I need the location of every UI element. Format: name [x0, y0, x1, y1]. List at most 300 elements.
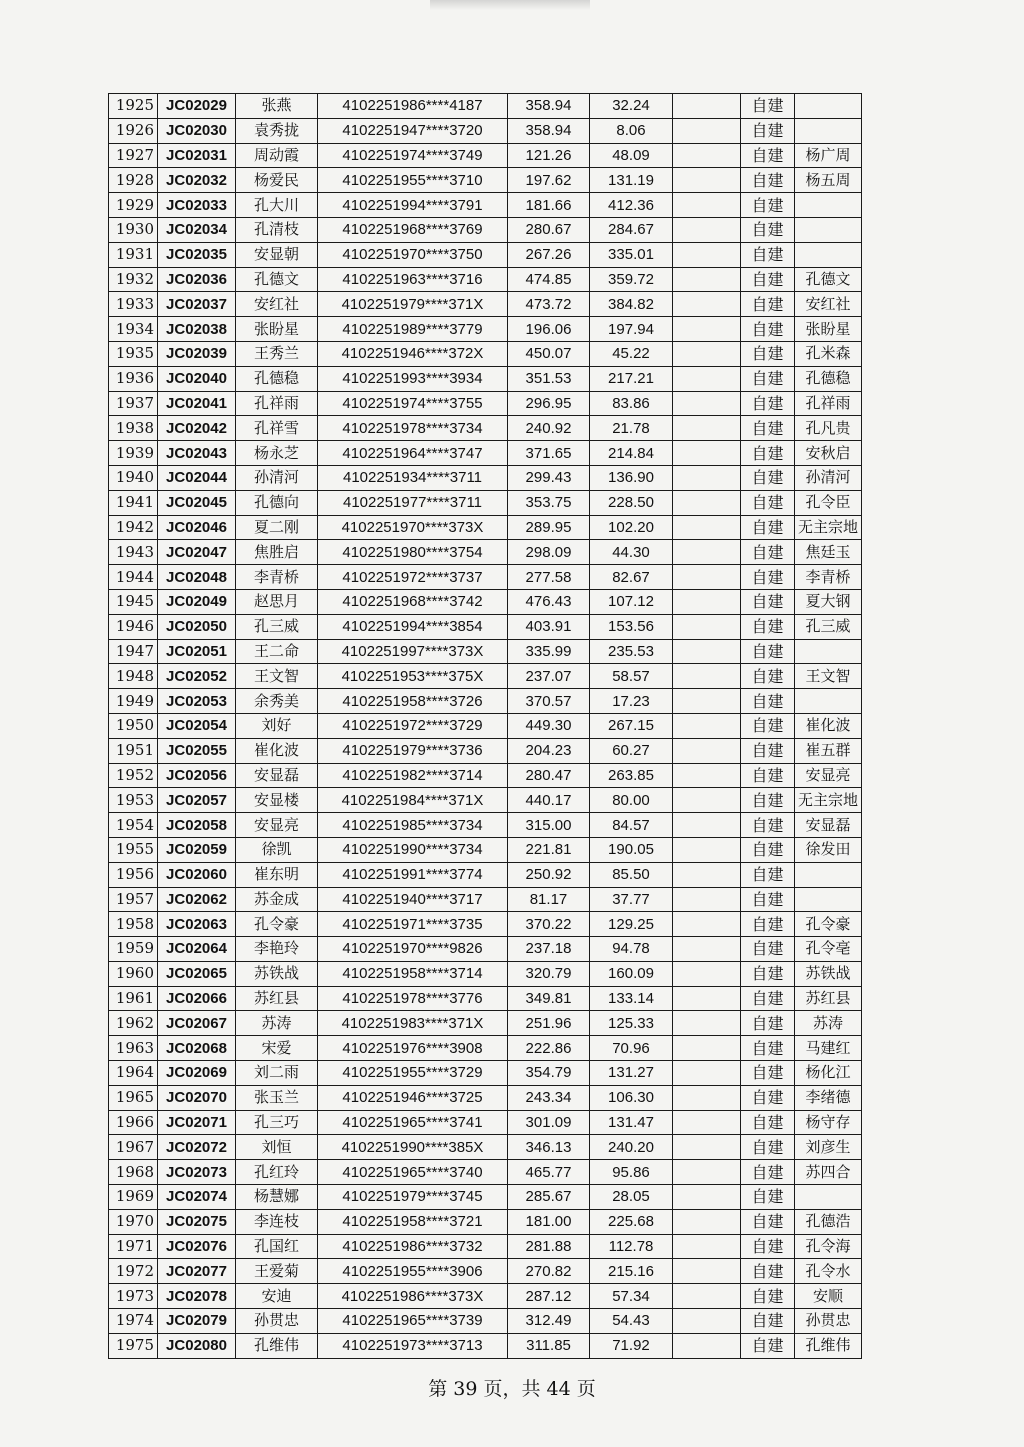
- blank-cell-cell: [673, 1110, 741, 1135]
- parcel-code-cell: JC02043: [158, 441, 236, 466]
- holder-name-cell: 崔东明: [236, 862, 318, 887]
- owner-name-cell: 杨五周: [795, 168, 862, 193]
- area-1-cell: 371.65: [508, 441, 590, 466]
- table-row: [109, 614, 862, 639]
- row-number-cell: 1951: [109, 738, 158, 763]
- scan-smudge: [430, 0, 590, 10]
- table-row: [109, 912, 862, 937]
- area-2-cell: 17.23: [590, 689, 673, 714]
- holder-name-cell: 孔红玲: [236, 1160, 318, 1185]
- id-number-cell: 4102251946****372X: [318, 341, 508, 366]
- construction-type-cell: 自建: [741, 614, 795, 639]
- area-2-cell: 106.30: [590, 1085, 673, 1110]
- construction-type-cell: 自建: [741, 1135, 795, 1160]
- table-row: [109, 465, 862, 490]
- construction-type-cell: 自建: [741, 1309, 795, 1334]
- table-row: [109, 515, 862, 540]
- row-number-cell: 1957: [109, 887, 158, 912]
- holder-name-cell: 苏涛: [236, 1011, 318, 1036]
- row-number-cell: 1960: [109, 961, 158, 986]
- area-1-cell: 353.75: [508, 490, 590, 515]
- records-body: [109, 94, 862, 1359]
- blank-cell-cell: [673, 1160, 741, 1185]
- table-row: [109, 565, 862, 590]
- row-number-cell: 1947: [109, 639, 158, 664]
- parcel-code-cell: JC02064: [158, 937, 236, 962]
- area-1-cell: 298.09: [508, 540, 590, 565]
- row-number-cell: 1954: [109, 813, 158, 838]
- owner-name-cell: 孔维伟: [795, 1333, 862, 1358]
- parcel-code-cell: JC02029: [158, 94, 236, 119]
- construction-type-cell: 自建: [741, 1333, 795, 1358]
- blank-cell-cell: [673, 341, 741, 366]
- parcel-code-cell: JC02056: [158, 763, 236, 788]
- row-number-cell: 1953: [109, 788, 158, 813]
- parcel-code-cell: JC02076: [158, 1234, 236, 1259]
- construction-type-cell: 自建: [741, 1061, 795, 1086]
- table-row: [109, 664, 862, 689]
- id-number-cell: 4102251976****3908: [318, 1036, 508, 1061]
- area-2-cell: 136.90: [590, 465, 673, 490]
- blank-cell-cell: [673, 763, 741, 788]
- id-number-cell: 4102251986****4187: [318, 94, 508, 119]
- row-number-cell: 1926: [109, 118, 158, 143]
- row-number-cell: 1927: [109, 143, 158, 168]
- holder-name-cell: 安显亮: [236, 813, 318, 838]
- table-row: [109, 317, 862, 342]
- holder-name-cell: 孙清河: [236, 465, 318, 490]
- id-number-cell: 4102251955****3906: [318, 1259, 508, 1284]
- construction-type-cell: 自建: [741, 143, 795, 168]
- table-row: [109, 94, 862, 119]
- construction-type-cell: 自建: [741, 267, 795, 292]
- area-2-cell: 267.15: [590, 713, 673, 738]
- id-number-cell: 4102251989****3779: [318, 317, 508, 342]
- owner-name-cell: [795, 862, 862, 887]
- holder-name-cell: 孙贯忠: [236, 1309, 318, 1334]
- area-2-cell: 160.09: [590, 961, 673, 986]
- row-number-cell: 1938: [109, 416, 158, 441]
- construction-type-cell: 自建: [741, 1160, 795, 1185]
- construction-type-cell: 自建: [741, 887, 795, 912]
- area-2-cell: 28.05: [590, 1185, 673, 1210]
- construction-type-cell: 自建: [741, 565, 795, 590]
- area-2-cell: 82.67: [590, 565, 673, 590]
- area-1-cell: 465.77: [508, 1160, 590, 1185]
- construction-type-cell: 自建: [741, 391, 795, 416]
- owner-name-cell: 孔米森: [795, 341, 862, 366]
- id-number-cell: 4102251968****3742: [318, 589, 508, 614]
- table-row: [109, 1309, 862, 1334]
- blank-cell-cell: [673, 366, 741, 391]
- holder-name-cell: 安红社: [236, 292, 318, 317]
- holder-name-cell: 王文智: [236, 664, 318, 689]
- construction-type-cell: 自建: [741, 763, 795, 788]
- holder-name-cell: 杨慧娜: [236, 1185, 318, 1210]
- row-number-cell: 1959: [109, 937, 158, 962]
- owner-name-cell: 杨广周: [795, 143, 862, 168]
- area-2-cell: 263.85: [590, 763, 673, 788]
- row-number-cell: 1967: [109, 1135, 158, 1160]
- id-number-cell: 4102251970****9826: [318, 937, 508, 962]
- parcel-code-cell: JC02073: [158, 1160, 236, 1185]
- id-number-cell: 4102251968****3769: [318, 217, 508, 242]
- area-2-cell: 112.78: [590, 1234, 673, 1259]
- id-number-cell: 4102251970****3750: [318, 242, 508, 267]
- blank-cell-cell: [673, 937, 741, 962]
- area-2-cell: 57.34: [590, 1284, 673, 1309]
- table-row: [109, 143, 862, 168]
- table-row: [109, 639, 862, 664]
- table-row: [109, 441, 862, 466]
- area-1-cell: 370.22: [508, 912, 590, 937]
- owner-name-cell: 苏涛: [795, 1011, 862, 1036]
- construction-type-cell: 自建: [741, 1036, 795, 1061]
- row-number-cell: 1925: [109, 94, 158, 119]
- id-number-cell: 4102251946****3725: [318, 1085, 508, 1110]
- id-number-cell: 4102251972****3729: [318, 713, 508, 738]
- parcel-code-cell: JC02060: [158, 862, 236, 887]
- parcel-code-cell: JC02054: [158, 713, 236, 738]
- parcel-code-cell: JC02053: [158, 689, 236, 714]
- area-2-cell: 70.96: [590, 1036, 673, 1061]
- area-1-cell: 351.53: [508, 366, 590, 391]
- blank-cell-cell: [673, 589, 741, 614]
- row-number-cell: 1932: [109, 267, 158, 292]
- area-2-cell: 60.27: [590, 738, 673, 763]
- area-2-cell: 359.72: [590, 267, 673, 292]
- construction-type-cell: 自建: [741, 837, 795, 862]
- table-row: [109, 193, 862, 218]
- row-number-cell: 1933: [109, 292, 158, 317]
- row-number-cell: 1968: [109, 1160, 158, 1185]
- parcel-code-cell: JC02070: [158, 1085, 236, 1110]
- blank-cell-cell: [673, 1185, 741, 1210]
- table-row: [109, 540, 862, 565]
- parcel-code-cell: JC02071: [158, 1110, 236, 1135]
- owner-name-cell: 孔令亳: [795, 937, 862, 962]
- area-1-cell: 181.00: [508, 1209, 590, 1234]
- id-number-cell: 4102251974****3755: [318, 391, 508, 416]
- id-number-cell: 4102251947****3720: [318, 118, 508, 143]
- parcel-code-cell: JC02057: [158, 788, 236, 813]
- construction-type-cell: 自建: [741, 317, 795, 342]
- area-1-cell: 243.34: [508, 1085, 590, 1110]
- owner-name-cell: 李绪德: [795, 1085, 862, 1110]
- blank-cell-cell: [673, 292, 741, 317]
- blank-cell-cell: [673, 664, 741, 689]
- parcel-code-cell: JC02037: [158, 292, 236, 317]
- parcel-code-cell: JC02040: [158, 366, 236, 391]
- blank-cell-cell: [673, 887, 741, 912]
- parcel-code-cell: JC02074: [158, 1185, 236, 1210]
- area-2-cell: 37.77: [590, 887, 673, 912]
- owner-name-cell: [795, 887, 862, 912]
- id-number-cell: 4102251980****3754: [318, 540, 508, 565]
- parcel-code-cell: JC02072: [158, 1135, 236, 1160]
- id-number-cell: 4102251955****3710: [318, 168, 508, 193]
- table-row: [109, 1259, 862, 1284]
- area-1-cell: 349.81: [508, 986, 590, 1011]
- table-row: [109, 961, 862, 986]
- table-row: [109, 1185, 862, 1210]
- row-number-cell: 1936: [109, 366, 158, 391]
- row-number-cell: 1950: [109, 713, 158, 738]
- blank-cell-cell: [673, 1284, 741, 1309]
- table-row: [109, 813, 862, 838]
- construction-type-cell: 自建: [741, 738, 795, 763]
- holder-name-cell: 刘好: [236, 713, 318, 738]
- page-footer: 第 39 页，共 44 页: [428, 1378, 596, 1400]
- blank-cell-cell: [673, 143, 741, 168]
- area-1-cell: 204.23: [508, 738, 590, 763]
- construction-type-cell: 自建: [741, 341, 795, 366]
- blank-cell-cell: [673, 738, 741, 763]
- row-number-cell: 1964: [109, 1061, 158, 1086]
- id-number-cell: 4102251964****3747: [318, 441, 508, 466]
- holder-name-cell: 刘恒: [236, 1135, 318, 1160]
- construction-type-cell: 自建: [741, 217, 795, 242]
- holder-name-cell: 孔德稳: [236, 366, 318, 391]
- holder-name-cell: 安显磊: [236, 763, 318, 788]
- area-1-cell: 335.99: [508, 639, 590, 664]
- holder-name-cell: 孔德文: [236, 267, 318, 292]
- owner-name-cell: 孔令水: [795, 1259, 862, 1284]
- construction-type-cell: 自建: [741, 515, 795, 540]
- owner-name-cell: 安秋启: [795, 441, 862, 466]
- area-1-cell: 281.88: [508, 1234, 590, 1259]
- parcel-code-cell: JC02080: [158, 1333, 236, 1358]
- row-number-cell: 1974: [109, 1309, 158, 1334]
- area-2-cell: 54.43: [590, 1309, 673, 1334]
- area-1-cell: 181.66: [508, 193, 590, 218]
- parcel-code-cell: JC02059: [158, 837, 236, 862]
- table-row: [109, 689, 862, 714]
- construction-type-cell: 自建: [741, 1110, 795, 1135]
- area-2-cell: 83.86: [590, 391, 673, 416]
- id-number-cell: 4102251965****3739: [318, 1309, 508, 1334]
- id-number-cell: 4102251965****3741: [318, 1110, 508, 1135]
- area-1-cell: 476.43: [508, 589, 590, 614]
- table-row: [109, 937, 862, 962]
- owner-name-cell: 安顺: [795, 1284, 862, 1309]
- id-number-cell: 4102251963****3716: [318, 267, 508, 292]
- construction-type-cell: 自建: [741, 788, 795, 813]
- row-number-cell: 1958: [109, 912, 158, 937]
- row-number-cell: 1939: [109, 441, 158, 466]
- owner-name-cell: 无主宗地: [795, 788, 862, 813]
- owner-name-cell: [795, 94, 862, 119]
- table-row: [109, 217, 862, 242]
- construction-type-cell: 自建: [741, 118, 795, 143]
- owner-name-cell: 苏铁战: [795, 961, 862, 986]
- parcel-code-cell: JC02079: [158, 1309, 236, 1334]
- row-number-cell: 1970: [109, 1209, 158, 1234]
- holder-name-cell: 刘二雨: [236, 1061, 318, 1086]
- area-2-cell: 133.14: [590, 986, 673, 1011]
- parcel-code-cell: JC02032: [158, 168, 236, 193]
- id-number-cell: 4102251979****3736: [318, 738, 508, 763]
- parcel-code-cell: JC02046: [158, 515, 236, 540]
- construction-type-cell: 自建: [741, 465, 795, 490]
- row-number-cell: 1952: [109, 763, 158, 788]
- table-row: [109, 1135, 862, 1160]
- parcel-code-cell: JC02066: [158, 986, 236, 1011]
- area-2-cell: 85.50: [590, 862, 673, 887]
- area-2-cell: 131.27: [590, 1061, 673, 1086]
- owner-name-cell: [795, 118, 862, 143]
- id-number-cell: 4102251973****3713: [318, 1333, 508, 1358]
- id-number-cell: 4102251997****373X: [318, 639, 508, 664]
- area-1-cell: 312.49: [508, 1309, 590, 1334]
- area-1-cell: 267.26: [508, 242, 590, 267]
- parcel-code-cell: JC02045: [158, 490, 236, 515]
- id-number-cell: 4102251934****3711: [318, 465, 508, 490]
- area-1-cell: 277.58: [508, 565, 590, 590]
- area-2-cell: 240.20: [590, 1135, 673, 1160]
- id-number-cell: 4102251978****3776: [318, 986, 508, 1011]
- construction-type-cell: 自建: [741, 1234, 795, 1259]
- construction-type-cell: 自建: [741, 689, 795, 714]
- construction-type-cell: 自建: [741, 540, 795, 565]
- owner-name-cell: 孔德文: [795, 267, 862, 292]
- area-1-cell: 440.17: [508, 788, 590, 813]
- owner-name-cell: [795, 639, 862, 664]
- owner-name-cell: [795, 689, 862, 714]
- id-number-cell: 4102251958****3726: [318, 689, 508, 714]
- blank-cell-cell: [673, 465, 741, 490]
- area-1-cell: 320.79: [508, 961, 590, 986]
- area-1-cell: 280.67: [508, 217, 590, 242]
- area-1-cell: 280.47: [508, 763, 590, 788]
- area-2-cell: 94.78: [590, 937, 673, 962]
- id-number-cell: 4102251990****3734: [318, 837, 508, 862]
- area-2-cell: 197.94: [590, 317, 673, 342]
- owner-name-cell: 孙清河: [795, 465, 862, 490]
- parcel-code-cell: JC02069: [158, 1061, 236, 1086]
- blank-cell-cell: [673, 614, 741, 639]
- row-number-cell: 1969: [109, 1185, 158, 1210]
- id-number-cell: 4102251990****385X: [318, 1135, 508, 1160]
- parcel-code-cell: JC02065: [158, 961, 236, 986]
- parcel-code-cell: JC02068: [158, 1036, 236, 1061]
- row-number-cell: 1963: [109, 1036, 158, 1061]
- construction-type-cell: 自建: [741, 862, 795, 887]
- owner-name-cell: 崔化波: [795, 713, 862, 738]
- holder-name-cell: 张燕: [236, 94, 318, 119]
- row-number-cell: 1930: [109, 217, 158, 242]
- table-row: [109, 267, 862, 292]
- holder-name-cell: 孔大川: [236, 193, 318, 218]
- id-number-cell: 4102251965****3740: [318, 1160, 508, 1185]
- table-row: [109, 416, 862, 441]
- area-1-cell: 240.92: [508, 416, 590, 441]
- parcel-code-cell: JC02077: [158, 1259, 236, 1284]
- area-1-cell: 197.62: [508, 168, 590, 193]
- owner-name-cell: 孔德浩: [795, 1209, 862, 1234]
- holder-name-cell: 李艳玲: [236, 937, 318, 962]
- table-row: [109, 1234, 862, 1259]
- construction-type-cell: 自建: [741, 713, 795, 738]
- area-1-cell: 403.91: [508, 614, 590, 639]
- holder-name-cell: 安迪: [236, 1284, 318, 1309]
- owner-name-cell: 杨守存: [795, 1110, 862, 1135]
- parcel-code-cell: JC02030: [158, 118, 236, 143]
- holder-name-cell: 孔维伟: [236, 1333, 318, 1358]
- area-1-cell: 474.85: [508, 267, 590, 292]
- owner-name-cell: [795, 242, 862, 267]
- parcel-code-cell: JC02055: [158, 738, 236, 763]
- table-row: [109, 1333, 862, 1358]
- owner-name-cell: [795, 217, 862, 242]
- parcel-code-cell: JC02042: [158, 416, 236, 441]
- blank-cell-cell: [673, 1259, 741, 1284]
- row-number-cell: 1935: [109, 341, 158, 366]
- construction-type-cell: 自建: [741, 490, 795, 515]
- row-number-cell: 1973: [109, 1284, 158, 1309]
- parcel-code-cell: JC02050: [158, 614, 236, 639]
- parcel-code-cell: JC02051: [158, 639, 236, 664]
- area-2-cell: 84.57: [590, 813, 673, 838]
- id-number-cell: 4102251986****373X: [318, 1284, 508, 1309]
- owner-name-cell: 苏四合: [795, 1160, 862, 1185]
- parcel-code-cell: JC02034: [158, 217, 236, 242]
- holder-name-cell: 杨爱民: [236, 168, 318, 193]
- area-1-cell: 301.09: [508, 1110, 590, 1135]
- owner-name-cell: 崔五群: [795, 738, 862, 763]
- holder-name-cell: 周动霞: [236, 143, 318, 168]
- holder-name-cell: 张玉兰: [236, 1085, 318, 1110]
- area-2-cell: 235.53: [590, 639, 673, 664]
- area-1-cell: 311.85: [508, 1333, 590, 1358]
- area-1-cell: 358.94: [508, 118, 590, 143]
- construction-type-cell: 自建: [741, 416, 795, 441]
- area-1-cell: 285.67: [508, 1185, 590, 1210]
- table-row: [109, 1110, 862, 1135]
- owner-name-cell: 李青桥: [795, 565, 862, 590]
- area-1-cell: 222.86: [508, 1036, 590, 1061]
- id-number-cell: 4102251978****3734: [318, 416, 508, 441]
- holder-name-cell: 李连枝: [236, 1209, 318, 1234]
- owner-name-cell: 孔祥雨: [795, 391, 862, 416]
- table-row: [109, 1284, 862, 1309]
- parcel-code-cell: JC02047: [158, 540, 236, 565]
- blank-cell-cell: [673, 1309, 741, 1334]
- blank-cell-cell: [673, 490, 741, 515]
- construction-type-cell: 自建: [741, 639, 795, 664]
- blank-cell-cell: [673, 416, 741, 441]
- table-row: [109, 1011, 862, 1036]
- area-2-cell: 412.36: [590, 193, 673, 218]
- id-number-cell: 4102251958****3714: [318, 961, 508, 986]
- parcel-code-cell: JC02044: [158, 465, 236, 490]
- row-number-cell: 1946: [109, 614, 158, 639]
- holder-name-cell: 孔祥雪: [236, 416, 318, 441]
- holder-name-cell: 孔令豪: [236, 912, 318, 937]
- holder-name-cell: 徐凯: [236, 837, 318, 862]
- holder-name-cell: 苏金成: [236, 887, 318, 912]
- owner-name-cell: 孔令臣: [795, 490, 862, 515]
- id-number-cell: 4102251979****3745: [318, 1185, 508, 1210]
- area-2-cell: 384.82: [590, 292, 673, 317]
- holder-name-cell: 孔三巧: [236, 1110, 318, 1135]
- id-number-cell: 4102251985****3734: [318, 813, 508, 838]
- parcel-code-cell: JC02052: [158, 664, 236, 689]
- id-number-cell: 4102251958****3721: [318, 1209, 508, 1234]
- area-2-cell: 102.20: [590, 515, 673, 540]
- parcel-code-cell: JC02031: [158, 143, 236, 168]
- blank-cell-cell: [673, 1085, 741, 1110]
